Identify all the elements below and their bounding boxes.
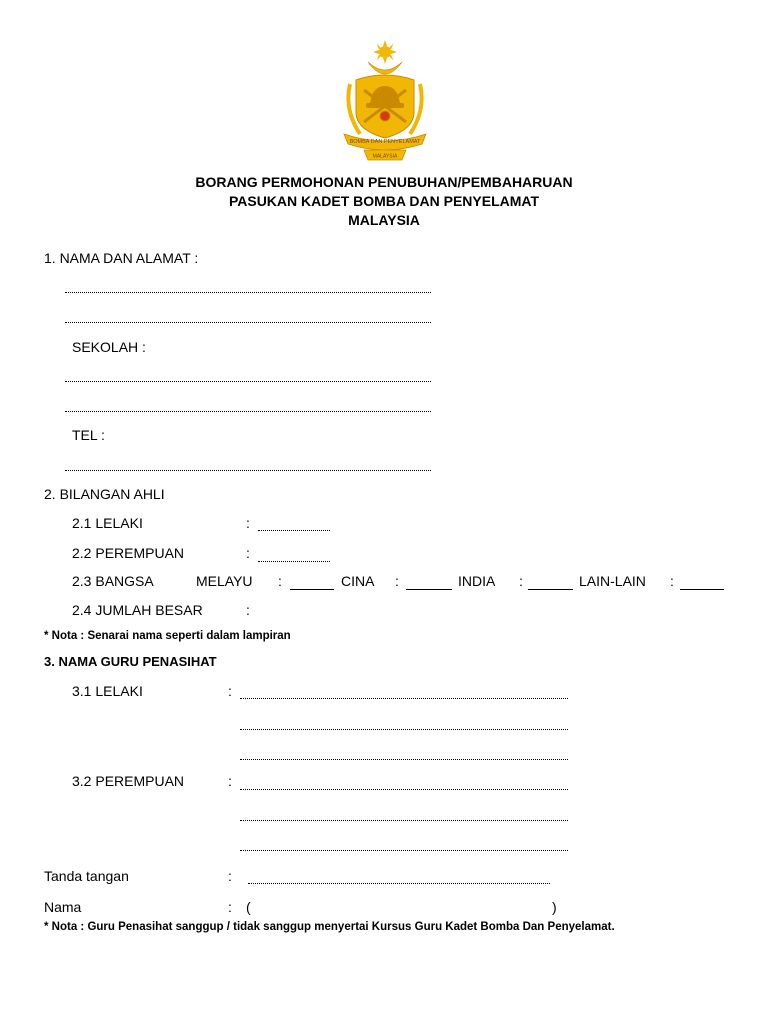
tel-line[interactable] bbox=[65, 470, 431, 471]
lain-lain-label: LAIN-LAIN bbox=[579, 573, 646, 589]
nama-field[interactable] bbox=[264, 897, 544, 915]
nama-label: Nama bbox=[44, 899, 82, 915]
section-1-label: 1. NAMA DAN ALAMAT : bbox=[44, 250, 199, 266]
note-lampiran: * Nota : Senarai nama seperti dalam lampiran bbox=[44, 630, 291, 642]
perempuan-count-field[interactable] bbox=[258, 561, 330, 562]
melayu-label: MELAYU bbox=[196, 573, 253, 589]
colon: : bbox=[228, 868, 232, 884]
colon: : bbox=[246, 515, 250, 531]
india-field[interactable] bbox=[528, 589, 573, 590]
colon: : bbox=[278, 573, 282, 589]
guru-perempuan-label: 3.2 PEREMPUAN bbox=[72, 773, 185, 789]
signature-line[interactable] bbox=[248, 883, 550, 884]
india-label: INDIA bbox=[458, 573, 496, 589]
address-line-1[interactable] bbox=[65, 292, 431, 293]
form-title-line-2: PASUKAN KADET BOMBA DAN PENYELAMAT bbox=[228, 193, 540, 209]
logo-banner-text: MALAYSIA bbox=[372, 153, 398, 160]
form-title-line-1: BORANG PERMOHONAN PENUBUHAN/PEMBAHARUAN bbox=[195, 174, 573, 190]
logo-ribbon-text: BOMBA DAN PENYELAMAT bbox=[349, 139, 421, 145]
open-paren: ( bbox=[246, 899, 251, 915]
guru-perempuan-line-1[interactable] bbox=[240, 789, 568, 790]
section-3-label: 3. NAMA GURU PENASIHAT bbox=[44, 654, 217, 669]
lelaki-count-field[interactable] bbox=[258, 530, 330, 531]
guru-perempuan-line-3[interactable] bbox=[240, 850, 568, 851]
colon: : bbox=[670, 573, 674, 589]
colon: : bbox=[228, 683, 232, 699]
jumlah-besar-label: 2.4 JUMLAH BESAR bbox=[72, 602, 203, 618]
guru-perempuan-line-2[interactable] bbox=[240, 820, 568, 821]
cina-field[interactable] bbox=[406, 589, 452, 590]
colon: : bbox=[246, 545, 250, 561]
address-line-2[interactable] bbox=[65, 322, 431, 323]
guru-lelaki-line-3[interactable] bbox=[240, 759, 568, 760]
cina-label: CINA bbox=[341, 573, 375, 589]
lelaki-count-label: 2.1 LELAKI bbox=[72, 515, 143, 531]
colon: : bbox=[228, 773, 232, 789]
close-paren: ) bbox=[552, 899, 557, 915]
tel-label: TEL : bbox=[72, 427, 105, 443]
colon: : bbox=[246, 602, 250, 618]
perempuan-count-label: 2.2 PEREMPUAN bbox=[72, 545, 185, 561]
note-kursus: * Nota : Guru Penasihat sanggup / tidak sanggup menyertai Kursus Guru Kadet Bomba Dan Penyelamat. bbox=[44, 921, 615, 933]
sekolah-label: SEKOLAH : bbox=[72, 339, 146, 355]
lain-lain-field[interactable] bbox=[680, 589, 724, 590]
tanda-tangan-label: Tanda tangan bbox=[44, 868, 129, 884]
school-line-2[interactable] bbox=[65, 411, 431, 412]
guru-lelaki-line-2[interactable] bbox=[240, 729, 568, 730]
section-2-label: 2. BILANGAN AHLI bbox=[44, 486, 165, 502]
guru-lelaki-line-1[interactable] bbox=[240, 698, 568, 699]
guru-lelaki-label: 3.1 LELAKI bbox=[72, 683, 143, 699]
bomba-crest-icon bbox=[342, 40, 428, 164]
melayu-field[interactable] bbox=[290, 589, 334, 590]
bangsa-label: 2.3 BANGSA bbox=[72, 573, 154, 589]
colon: : bbox=[228, 899, 232, 915]
school-line-1[interactable] bbox=[65, 381, 431, 382]
colon: : bbox=[395, 573, 399, 589]
form-title-line-3: MALAYSIA bbox=[348, 212, 420, 228]
colon: : bbox=[519, 573, 523, 589]
